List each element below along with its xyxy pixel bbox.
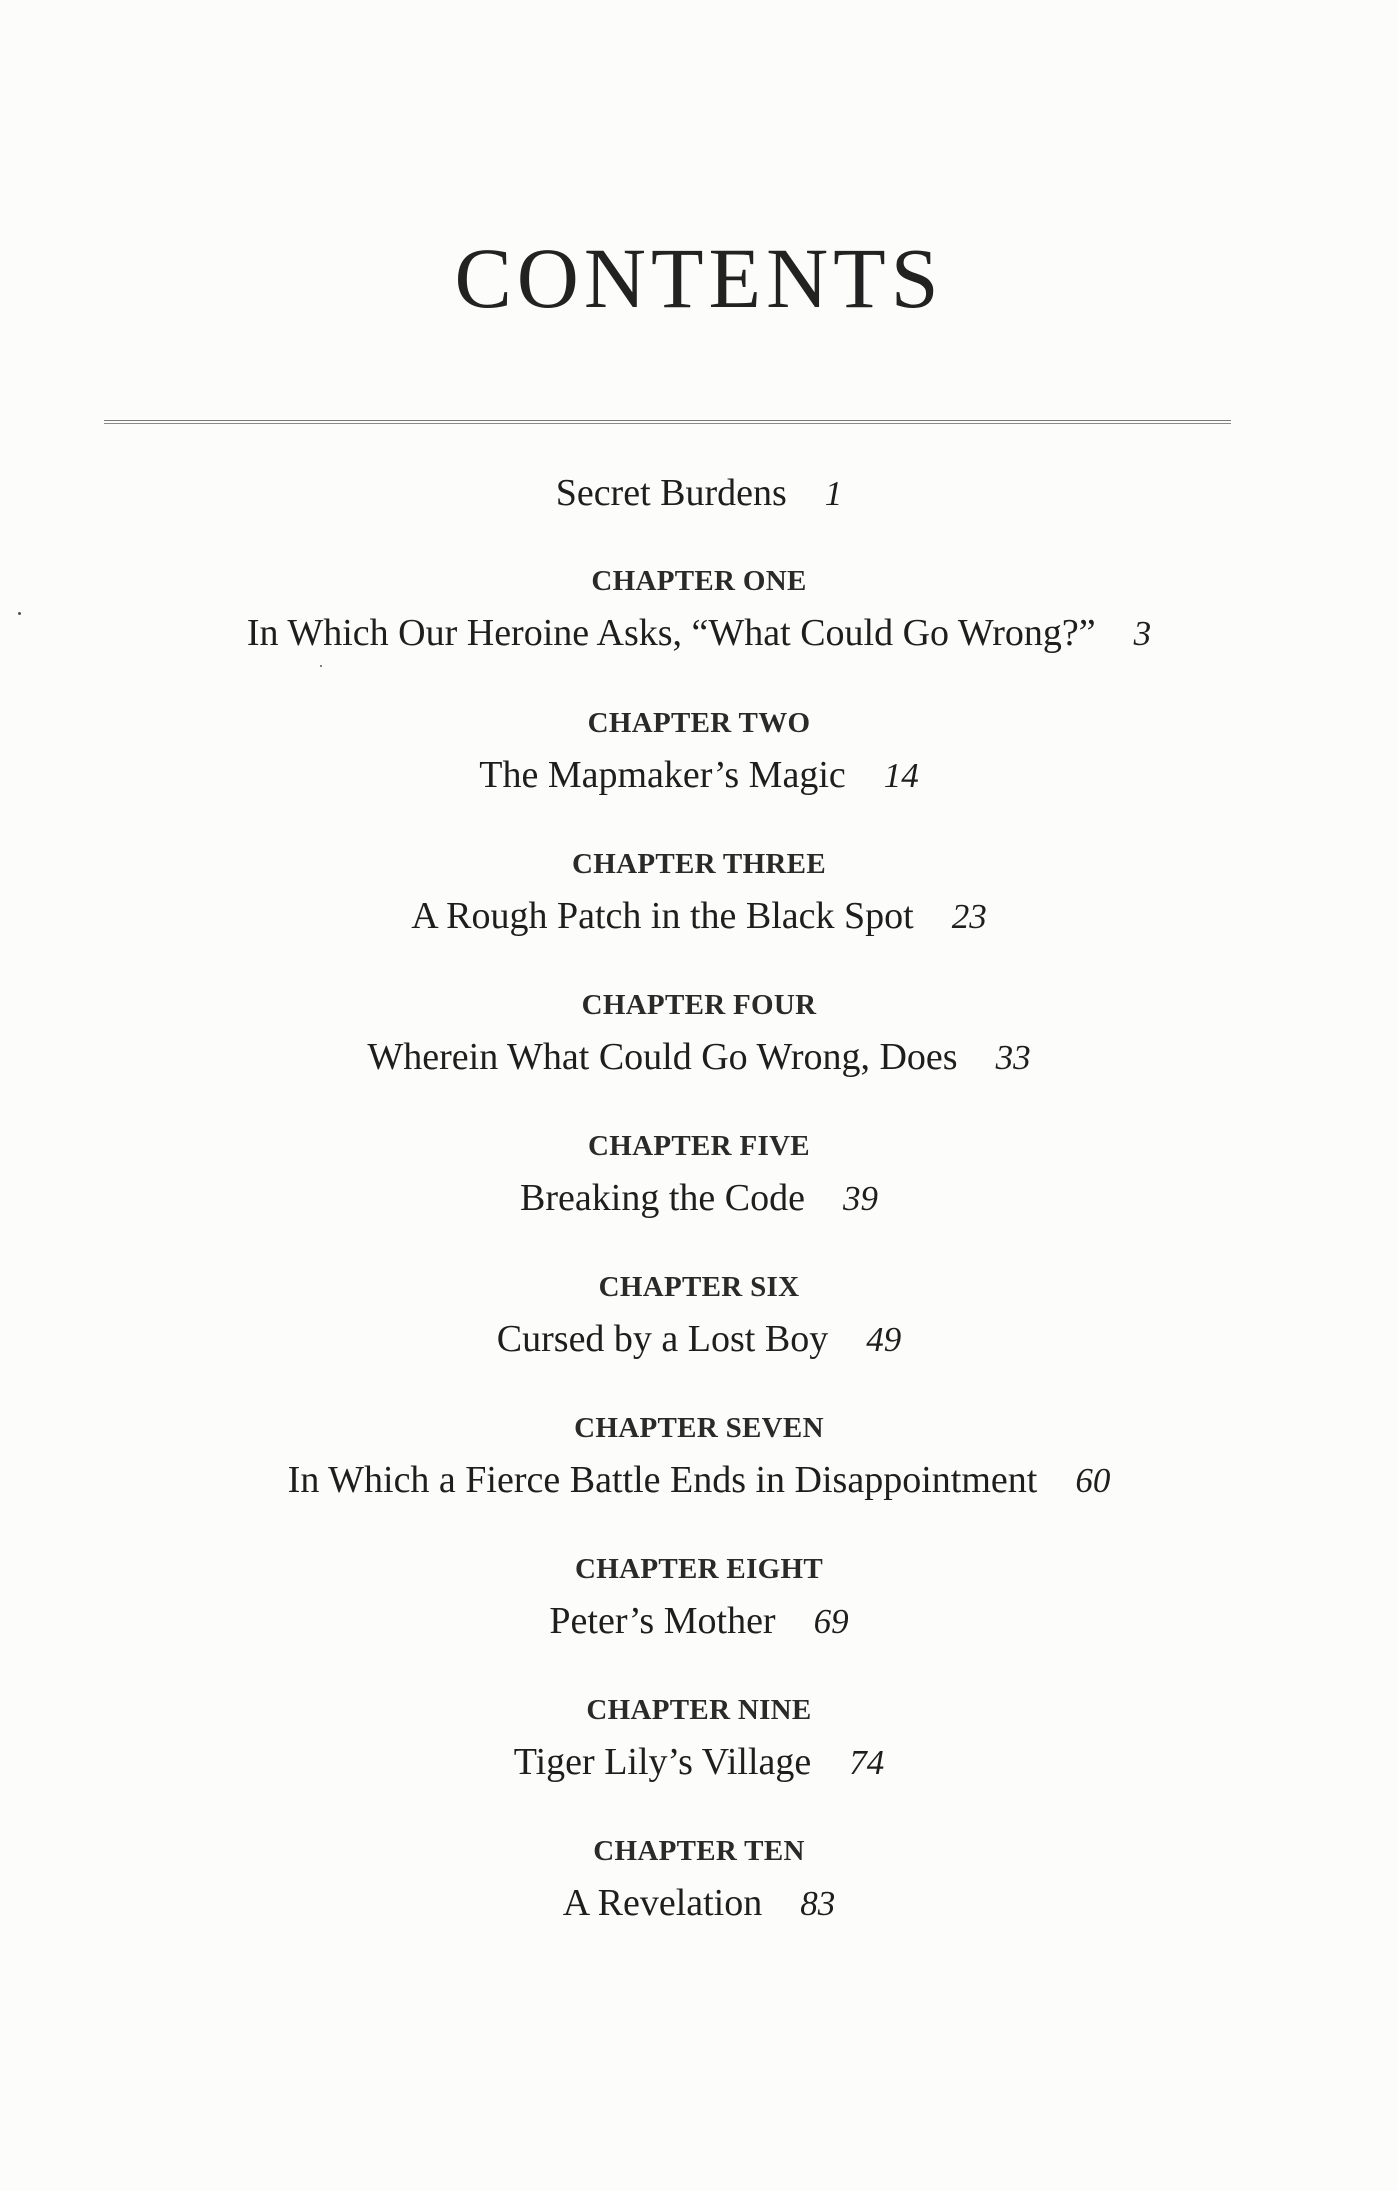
- entry-title: In Which Our Heroine Asks, “What Could Go Wrong?”: [246, 612, 1096, 654]
- chapter-label: CHAPTER THREE: [572, 848, 826, 880]
- toc-entry-chapter-5[interactable]: [0, 1175, 1398, 1222]
- toc-entry-chapter-9[interactable]: [0, 1739, 1398, 1786]
- entry-page-number: 3: [1133, 614, 1152, 653]
- toc-entry-chapter-3[interactable]: [0, 893, 1398, 940]
- page-title: CONTENTS: [454, 230, 944, 326]
- entry-title: Secret Burdens: [555, 472, 787, 514]
- toc-entry-chapter-10[interactable]: [0, 1880, 1398, 1927]
- entry-title: Cursed by a Lost Boy: [496, 1318, 829, 1360]
- scan-speck: [320, 665, 322, 667]
- entry-title: Breaking the Code: [520, 1177, 805, 1219]
- chapter-label: CHAPTER FIVE: [588, 1130, 810, 1162]
- entry-page-number: 74: [849, 1743, 885, 1782]
- scan-speck: [18, 612, 21, 615]
- title-rule: [104, 420, 1231, 424]
- chapter-label: CHAPTER NINE: [586, 1694, 812, 1726]
- entry-page-number: 33: [995, 1038, 1031, 1077]
- entry-page-number: 39: [842, 1179, 878, 1218]
- chapter-label: CHAPTER TWO: [587, 707, 811, 739]
- toc-entry-chapter-2[interactable]: [0, 752, 1398, 799]
- entry-page-number: 83: [800, 1884, 836, 1923]
- toc-entry-prologue[interactable]: [0, 470, 1398, 517]
- entry-title: In Which a Fierce Battle Ends in Disappointment: [287, 1459, 1038, 1501]
- toc-entry-chapter-1[interactable]: [0, 610, 1398, 657]
- chapter-label: CHAPTER EIGHT: [574, 1553, 824, 1585]
- entry-title: A Rough Patch in the Black Spot: [411, 895, 914, 937]
- chapter-label: CHAPTER ONE: [591, 565, 807, 597]
- entry-title: Peter’s Mother: [549, 1600, 776, 1642]
- entry-title: The Mapmaker’s Magic: [479, 754, 846, 796]
- chapter-label: CHAPTER SIX: [598, 1271, 800, 1303]
- toc-entry-chapter-4[interactable]: [0, 1034, 1398, 1081]
- entry-title: Tiger Lily’s Village: [513, 1741, 812, 1783]
- entry-page-number: 23: [951, 897, 987, 936]
- toc-entry-chapter-6[interactable]: [0, 1316, 1398, 1363]
- toc-entry-chapter-7[interactable]: [0, 1457, 1398, 1504]
- entry-page-number: 1: [824, 474, 843, 513]
- chapter-label: CHAPTER SEVEN: [574, 1412, 824, 1444]
- entry-title: Wherein What Could Go Wrong, Does: [367, 1036, 958, 1078]
- entry-page-number: 69: [813, 1602, 849, 1641]
- toc-entry-chapter-8[interactable]: [0, 1598, 1398, 1645]
- entry-page-number: 60: [1075, 1461, 1111, 1500]
- chapter-label: CHAPTER FOUR: [581, 989, 817, 1021]
- chapter-label: CHAPTER TEN: [593, 1835, 805, 1867]
- entry-page-number: 49: [866, 1320, 902, 1359]
- entry-title: A Revelation: [562, 1882, 763, 1924]
- entry-page-number: 14: [883, 756, 919, 795]
